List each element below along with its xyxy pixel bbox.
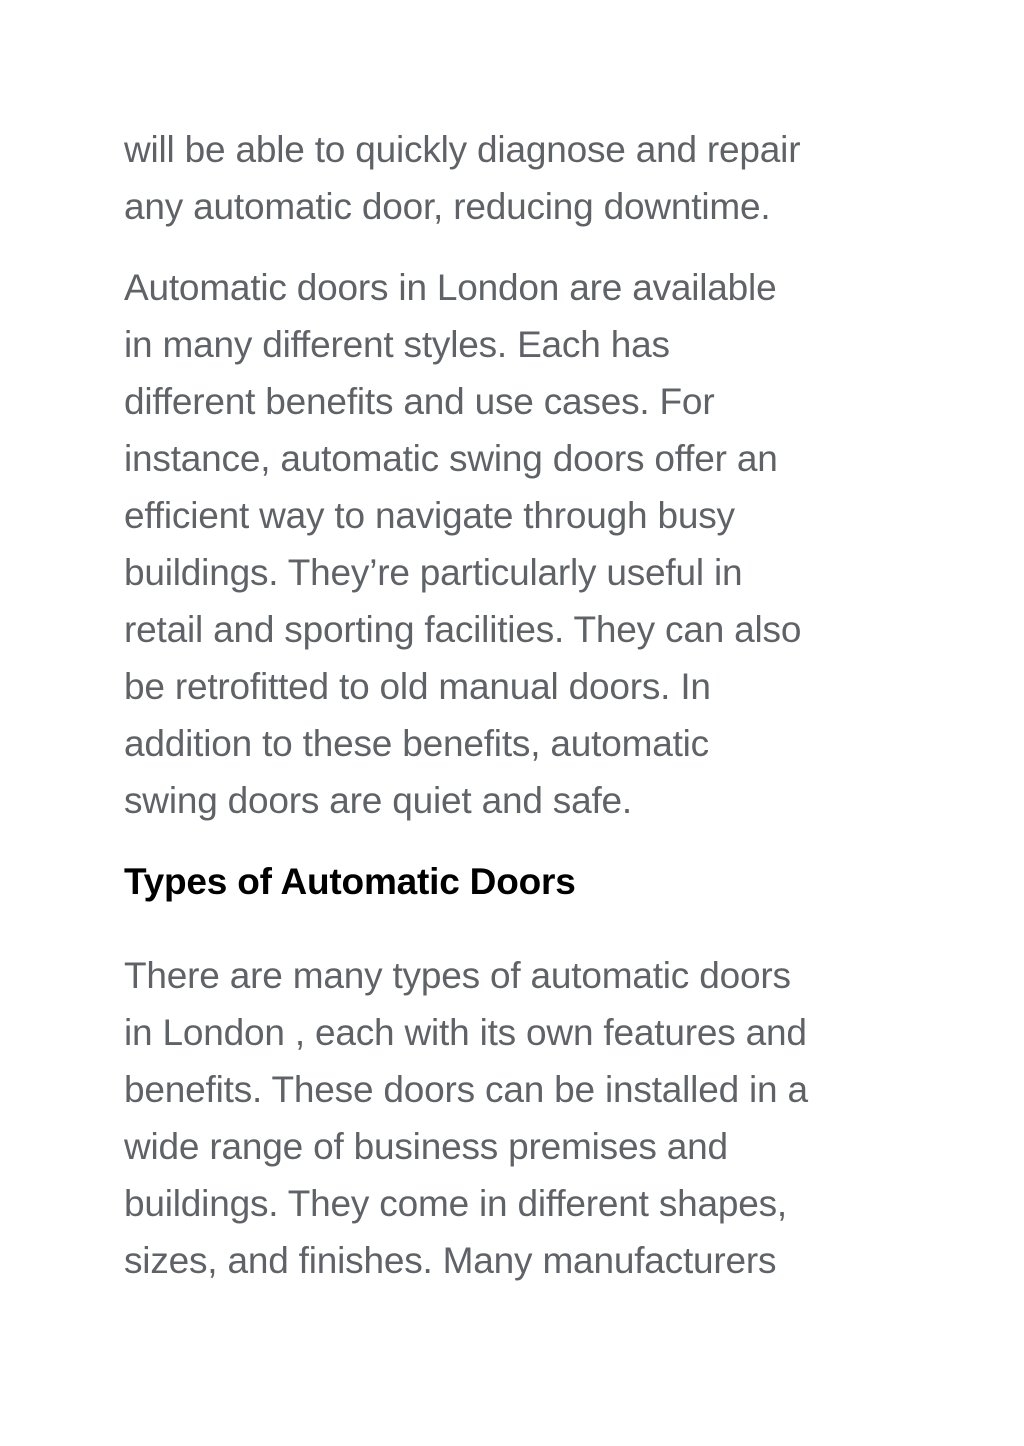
paragraph-line: Automatic doors in London are available (124, 267, 777, 308)
paragraph-line: buildings. They’re particularly useful in (124, 552, 743, 593)
paragraph-line: benefits. These doors can be installed in a (124, 1069, 808, 1110)
paragraph-line: different benefits and use cases. For (124, 381, 715, 422)
paragraph-line: buildings. They come in different shapes, (124, 1183, 788, 1224)
paragraph-line: any automatic door, reducing downtime. (124, 186, 771, 227)
paragraph-line: addition to these benefits, automatic (124, 723, 709, 764)
paragraph-line: swing doors are quiet and safe. (124, 780, 633, 821)
paragraph-line: sizes, and finishes. Many manufacturers (124, 1240, 777, 1281)
paragraph-line: retail and sporting facilities. They can also (124, 609, 802, 650)
paragraph-line: wide range of business premises and (124, 1126, 728, 1167)
paragraph-line: instance, automatic swing doors offer an (124, 438, 778, 479)
paragraph-line: will be able to quickly diagnose and repair (124, 129, 801, 170)
paragraph-line: be retrofitted to old manual doors. In (124, 666, 711, 707)
paragraph-line: efficient way to navigate through busy (124, 495, 735, 536)
paragraph-line: There are many types of automatic doors (124, 955, 791, 996)
section-heading: Types of Automatic Doors (124, 861, 576, 902)
paragraph-line: in many different styles. Each has (124, 324, 670, 365)
paragraph-line: in London , each with its own features and (124, 1012, 807, 1053)
